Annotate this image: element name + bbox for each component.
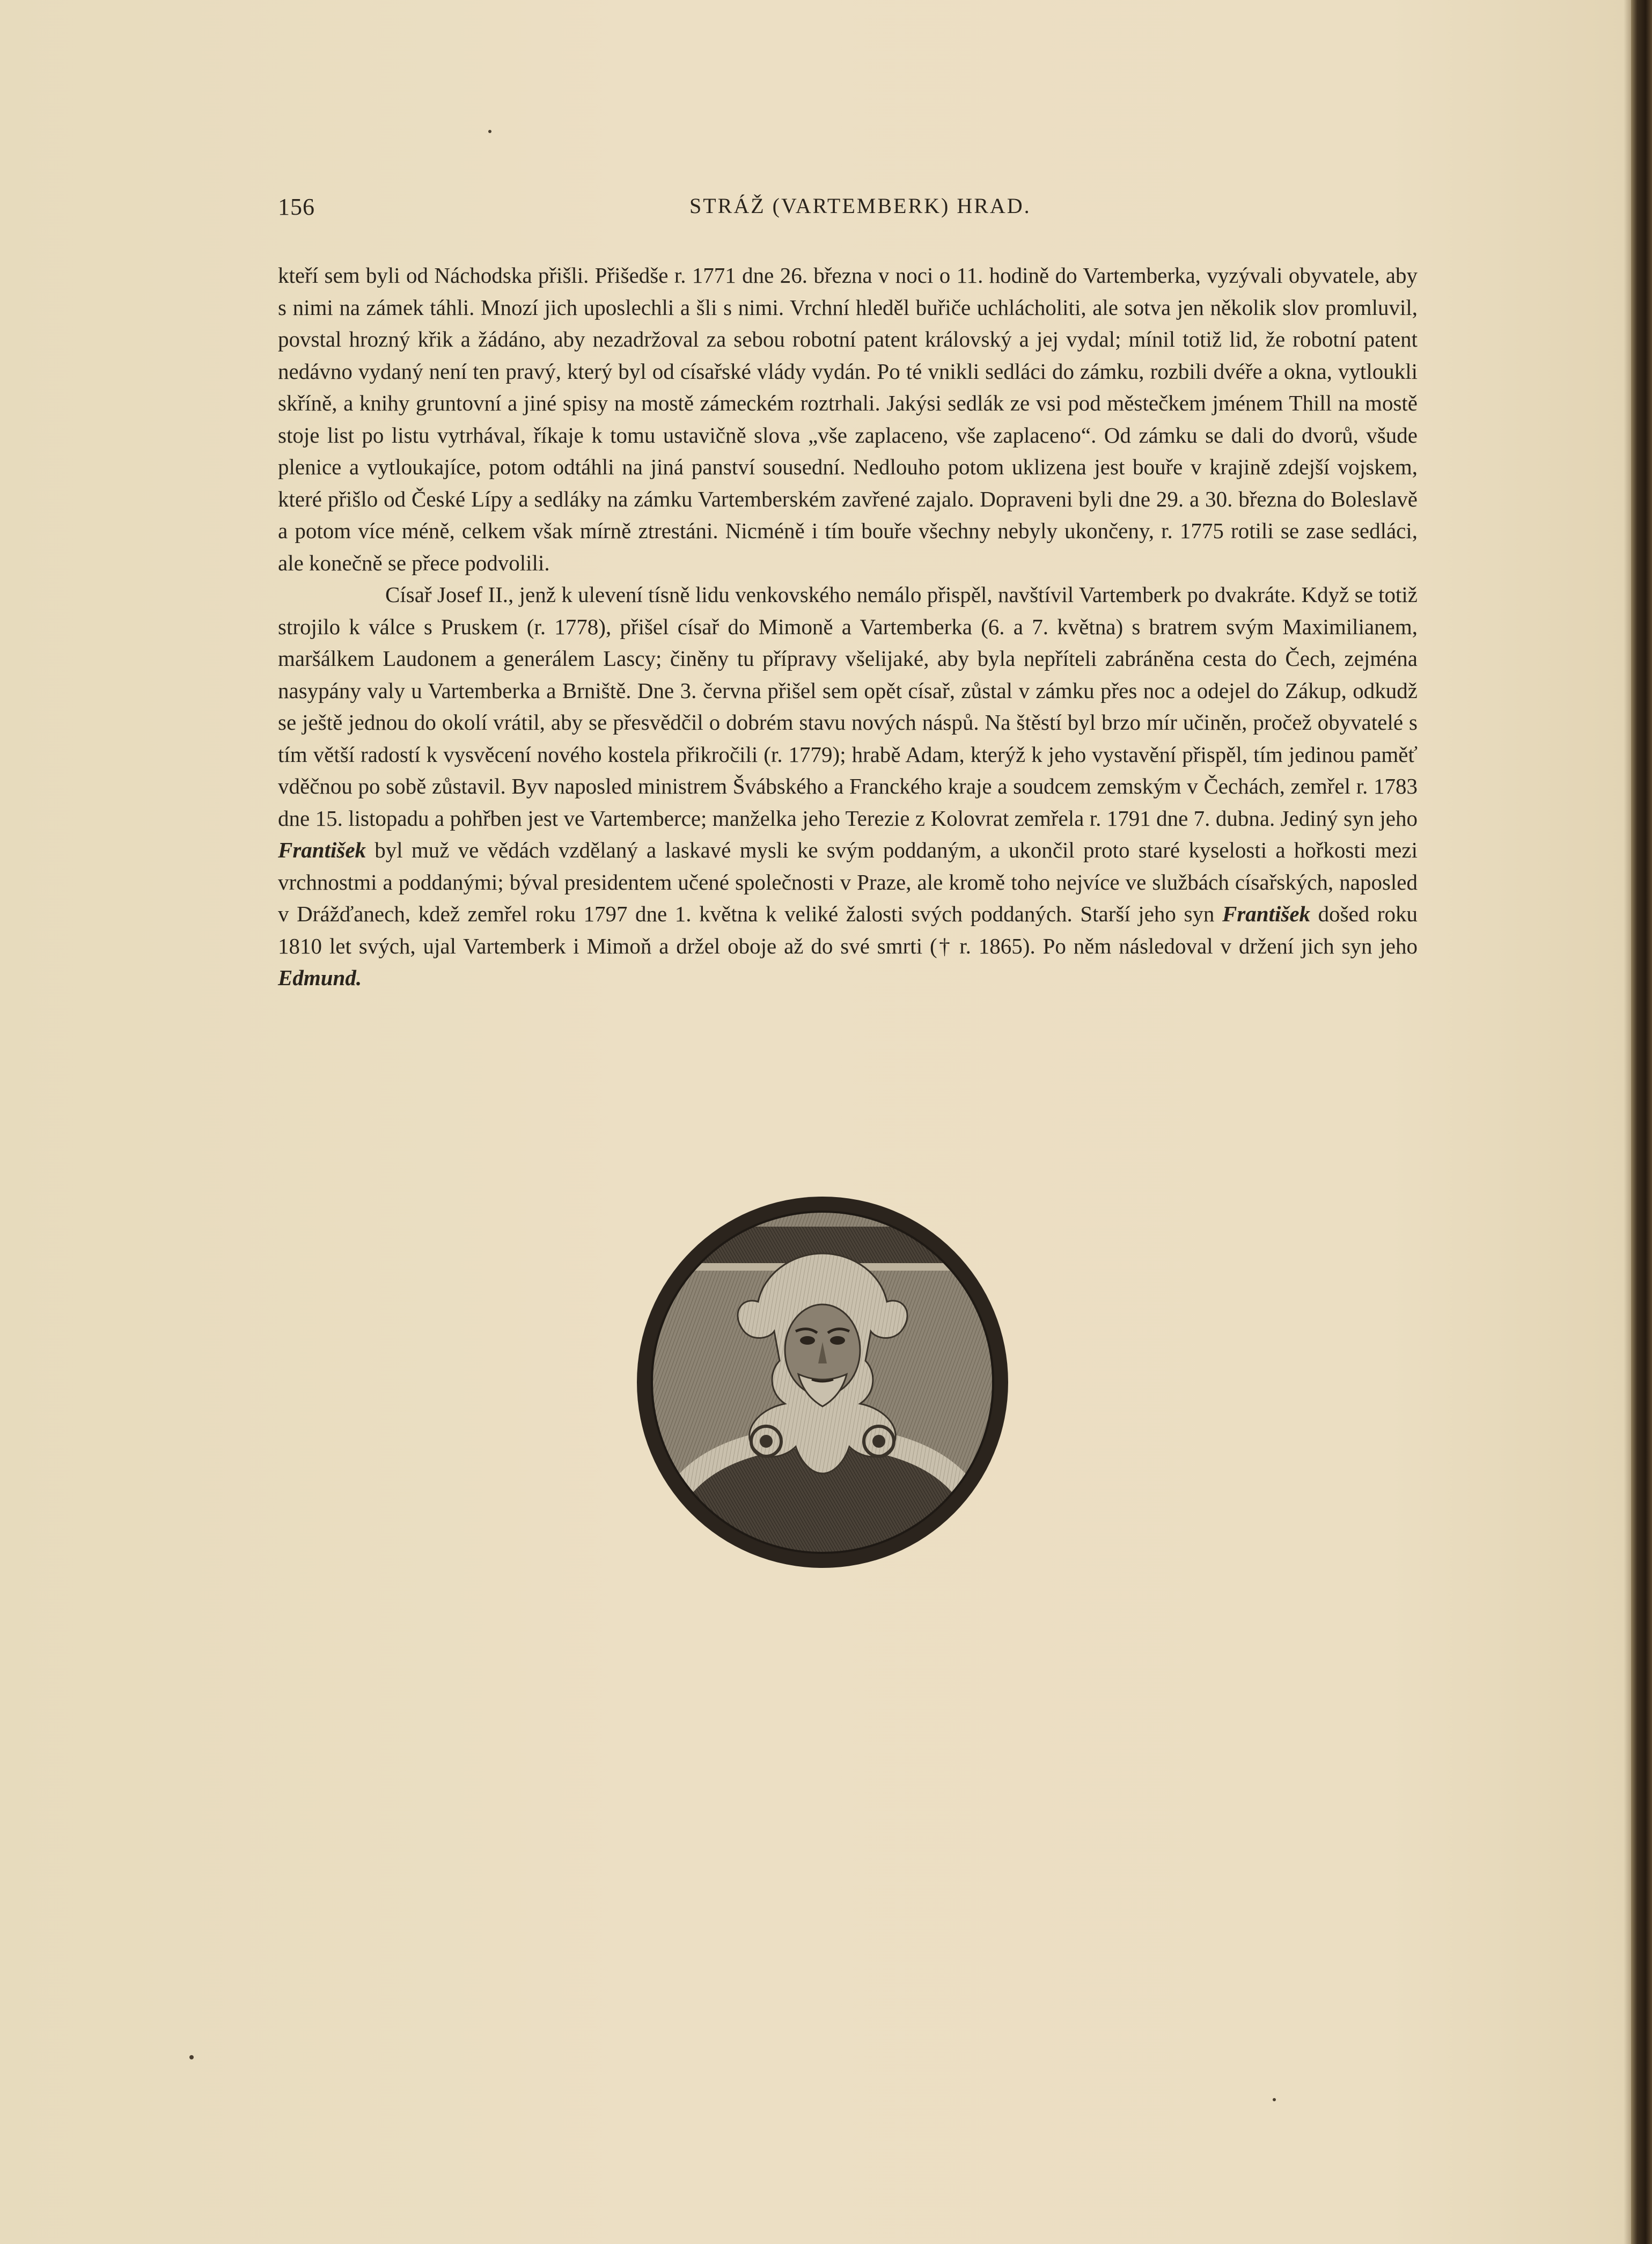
medallion-illustration <box>635 1194 1010 1570</box>
paragraph-2-part-1: Císař Josef II., jenž k ulevení tísně lidu venkovského nemálo přispěl, navštívil Vartemberk po dvakráte. Když se totiž strojilo k válce s Pruskem (r. 1778), přišel císař do Mimoně a Vartemberka (6. a 7. května) s bratrem svým Maximilianem, maršálkem Laudonem a generálem Lascy; činěny tu přípravy všelijaké, aby byla nepříteli zabráněna cesta do Čech, zejména nasypány valy u Vartemberka a Brniště. Dne 3. června přišel sem opět císař, zůstal v zámku přes noc a odejel do Zákup, odkudž se ještě jednou do okolí vrátil, aby se přesvědčil o dobrém stavu nových náspů. Na štěstí byl brzo mír učiněn, pročež obyvatelé s tím větší radostí k vysvěcení nového kostela přikročili (r. 1779); hrabě Adam, kterýž k jeho vystavění přispěl, tím jedinou paměť vděčnou po sobě zůstavil. Byv naposled ministrem Švábského a Franckého kraje a soudcem zemským v Čechách, zemřel r. 1783 dne 15. listopadu a pohřben jest ve Vartemberce; manželka jeho Terezie z Kolovrat zemřela r. 1791 dne 7. dubna. Jediný syn jeho <box>278 582 1418 831</box>
paragraph-2-part-3: došed roku 1810 let svých, ujal Vartemberk i Mimoň a držel oboje až do své smrti († r. 1865). Po něm následoval v držení jich syn jeho <box>278 901 1418 958</box>
page-number: 156 <box>278 194 315 220</box>
paper-speck <box>189 2055 194 2059</box>
body-text <box>278 260 1418 994</box>
carved-mascaron-icon <box>635 1194 1010 1570</box>
book-spine <box>1631 0 1652 2244</box>
running-title: STRÁŽ (VARTEMBERK) HRAD. <box>689 194 1031 218</box>
paragraph-1: kteří sem byli od Náchodska přišli. Přišedše r. 1771 dne 26. března v noci o 11. hodině do Vartemberka, vyzývali obyvatele, aby s nimi na zámek táhli. Mnozí jich uposlechli a šli s nimi. Vrchní hleděl buřiče uchlácholiti, ale sotva jen několik slov promluvil, povstal hrozný křik a žádáno, aby nezadržoval za sebou robotní patent královský a jej vydal; mínil totiž lid, že robotní patent nedávno vydaný není ten pravý, který byl od císařské vlády vydán. Po té vnikli sedláci do zámku, rozbili dvéře a okna, vytloukli skříně, a knihy gruntovní a jiné spisy na mostě zámeckém roztrhali. Jakýsi sedlák ze vsi pod městečkem jménem Thill na mostě stoje list po listu vytrhával, říkaje k tomu ustavičně slova „vše zaplaceno, vše zaplaceno“. Od zámku se dali do dvorů, všude plenice a vytloukajíce, potom odtáhli na jiná panství sousední. Nedlouho potom uklizena jest bouře v krajině zdejší vojskem, které přišlo od České Lípy a sedláky na zámku Vartemberském zavřené zajalo. Dopraveni byli dne 29. a 30. března do Boleslavě a potom více méně, celkem však mírně ztrestáni. Nicméně i tím bouře všechny nebyly ukončeny, r. 1775 rotili se zase sedláci, ale konečně se přece podvolili. <box>278 263 1418 575</box>
paper-speck <box>1273 2098 1276 2101</box>
name-frantisek-1: František <box>278 838 366 862</box>
paragraph-2-part-2: byl muž ve vědách vzdělaný a laskavé mysli ke svým poddaným, a ukončil proto staré kyselosti a hořkosti mezi vrchnostmi a poddanými; býval presidentem učené společnosti v Praze, ale kromě toho nejvíce ve službách císařských, naposled v Drážďanech, kdež zemřel roku 1797 dne 1. května k veliké žalosti svých poddaných. Starší jeho syn <box>278 838 1418 926</box>
name-frantisek-2: František <box>1222 901 1311 926</box>
name-edmund: Edmund. <box>278 965 362 990</box>
paragraph-2 <box>278 579 1418 994</box>
page-gutter-shadow <box>1624 0 1631 2244</box>
paper-speck <box>488 130 491 133</box>
